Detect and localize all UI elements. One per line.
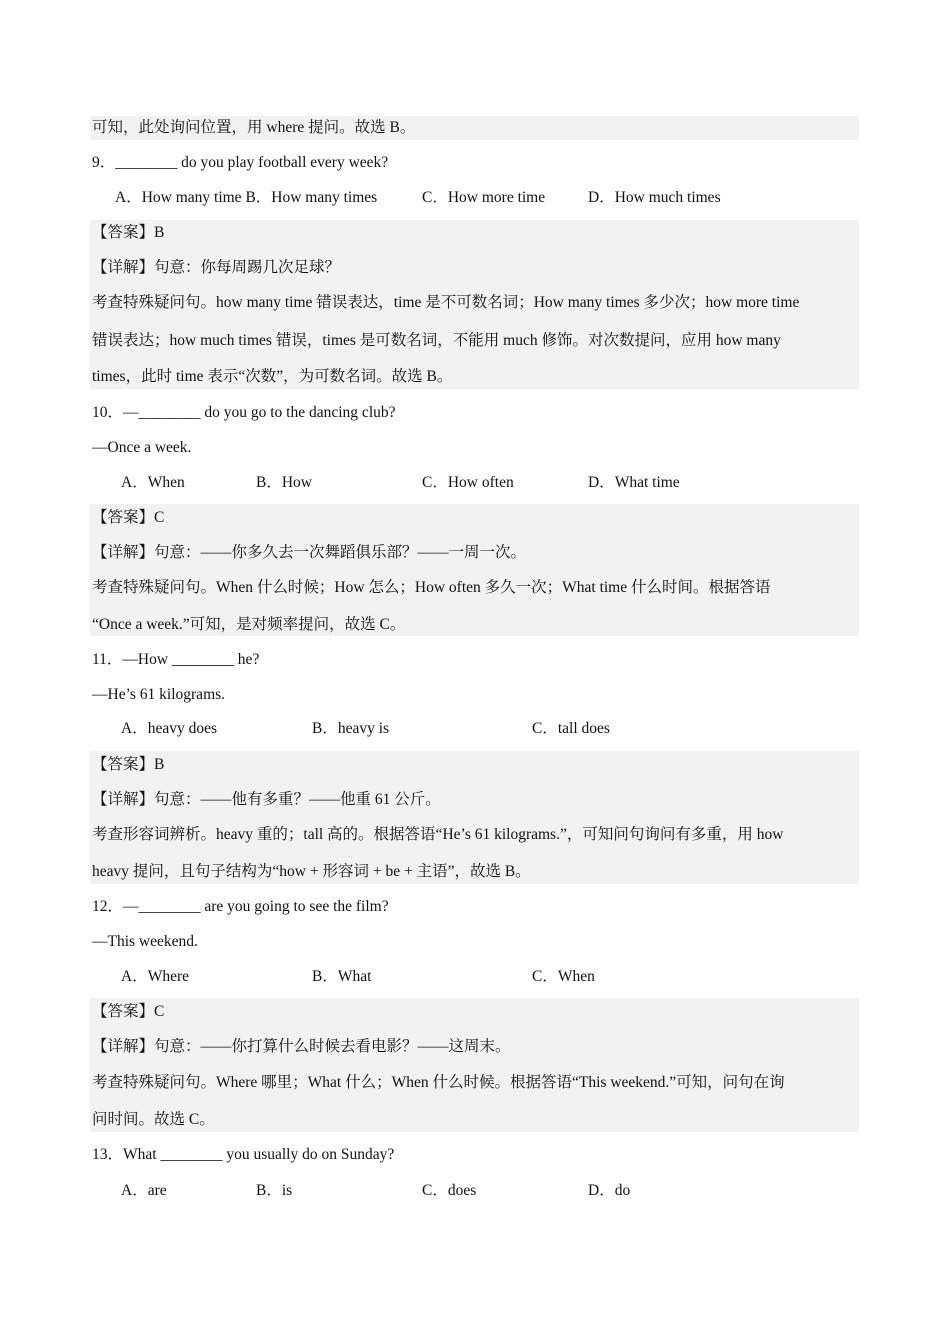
detail-line: 考查特殊疑问句。When 什么时候；How 怎么；How often 多久一次；What time 什么时间。根据答语 xyxy=(92,579,771,596)
detail-line: 【详解】句意：——你打算什么时候去看电影？——这周末。 xyxy=(92,1038,511,1055)
option-b: B．heavy is xyxy=(312,720,390,737)
detail-line: 考查特殊疑问句。Where 哪里；What 什么；When 什么时候。根据答语“This weekend.”可知，问句在询 xyxy=(92,1074,785,1091)
option-c: C．tall does xyxy=(532,720,610,737)
answer-line: 【答案】C xyxy=(92,1003,165,1020)
detail-line: 考查特殊疑问句。how many time 错误表达，time 是不可数名词；How many times 多少次；how more time xyxy=(92,294,800,311)
detail-line: 问时间。故选 C。 xyxy=(92,1111,215,1128)
option-c: C．How more time xyxy=(422,189,546,206)
question-response: —This weekend. xyxy=(92,933,198,950)
answer-line: 【答案】B xyxy=(92,224,165,241)
question-stem: 9．________ do you play football every week? xyxy=(92,154,389,171)
option-b: B．is xyxy=(256,1182,293,1199)
detail-line: times，此时 time 表示“次数”，为可数名词。故选 B。 xyxy=(92,368,453,385)
option-d: D．How much times xyxy=(588,189,721,206)
option-d: D．do xyxy=(588,1182,631,1199)
option-a: A．are xyxy=(121,1182,167,1199)
answer-line: 【答案】B xyxy=(92,756,165,773)
question-response: —Once a week. xyxy=(92,439,192,456)
detail-line: 【详解】句意：你每周踢几次足球？ xyxy=(92,259,341,276)
option-a-b: A．How many time B．How many times xyxy=(115,189,378,206)
detail-line: 错误表达；how much times 错误，times 是可数名词，不能用 much 修饰。对次数提问，应用 how many xyxy=(92,332,781,349)
question-stem: 12．—________ are you going to see the film? xyxy=(92,898,389,915)
detail-line: heavy 提问，且句子结构为“how + 形容词 + be + 主语”，故选 B。 xyxy=(92,863,531,880)
question-stem: 11．—How ________ he? xyxy=(92,651,260,668)
detail-line: 【详解】句意：——你多久去一次舞蹈俱乐部？——一周一次。 xyxy=(92,544,527,561)
question-stem: 10．—________ do you go to the dancing club? xyxy=(92,404,396,421)
detail-line: 考查形容词辨析。heavy 重的；tall 高的。根据答语“He’s 61 kilograms.”，可知问句询问有多重，用 how xyxy=(92,826,784,843)
option-a: A．Where xyxy=(121,968,189,985)
option-a: A．When xyxy=(121,474,185,491)
question-stem: 13．What ________ you usually do on Sunday? xyxy=(92,1146,395,1163)
option-a: A．heavy does xyxy=(121,720,217,737)
option-b: B．What xyxy=(312,968,372,985)
option-b: B．How xyxy=(256,474,312,491)
option-d: D．What time xyxy=(588,474,680,491)
detail-line: 【详解】句意：——他有多重？——他重 61 公斤。 xyxy=(92,791,441,808)
answer-line: 【答案】C xyxy=(92,509,165,526)
option-c: C．How often xyxy=(422,474,514,491)
explanation-line: 可知，此处询问位置，用 where 提问。故选 B。 xyxy=(92,119,416,136)
option-c: C．does xyxy=(422,1182,477,1199)
option-c: C．When xyxy=(532,968,595,985)
question-response: —He’s 61 kilograms. xyxy=(92,686,226,703)
detail-line: “Once a week.”可知，是对频率提问，故选 C。 xyxy=(92,616,406,633)
